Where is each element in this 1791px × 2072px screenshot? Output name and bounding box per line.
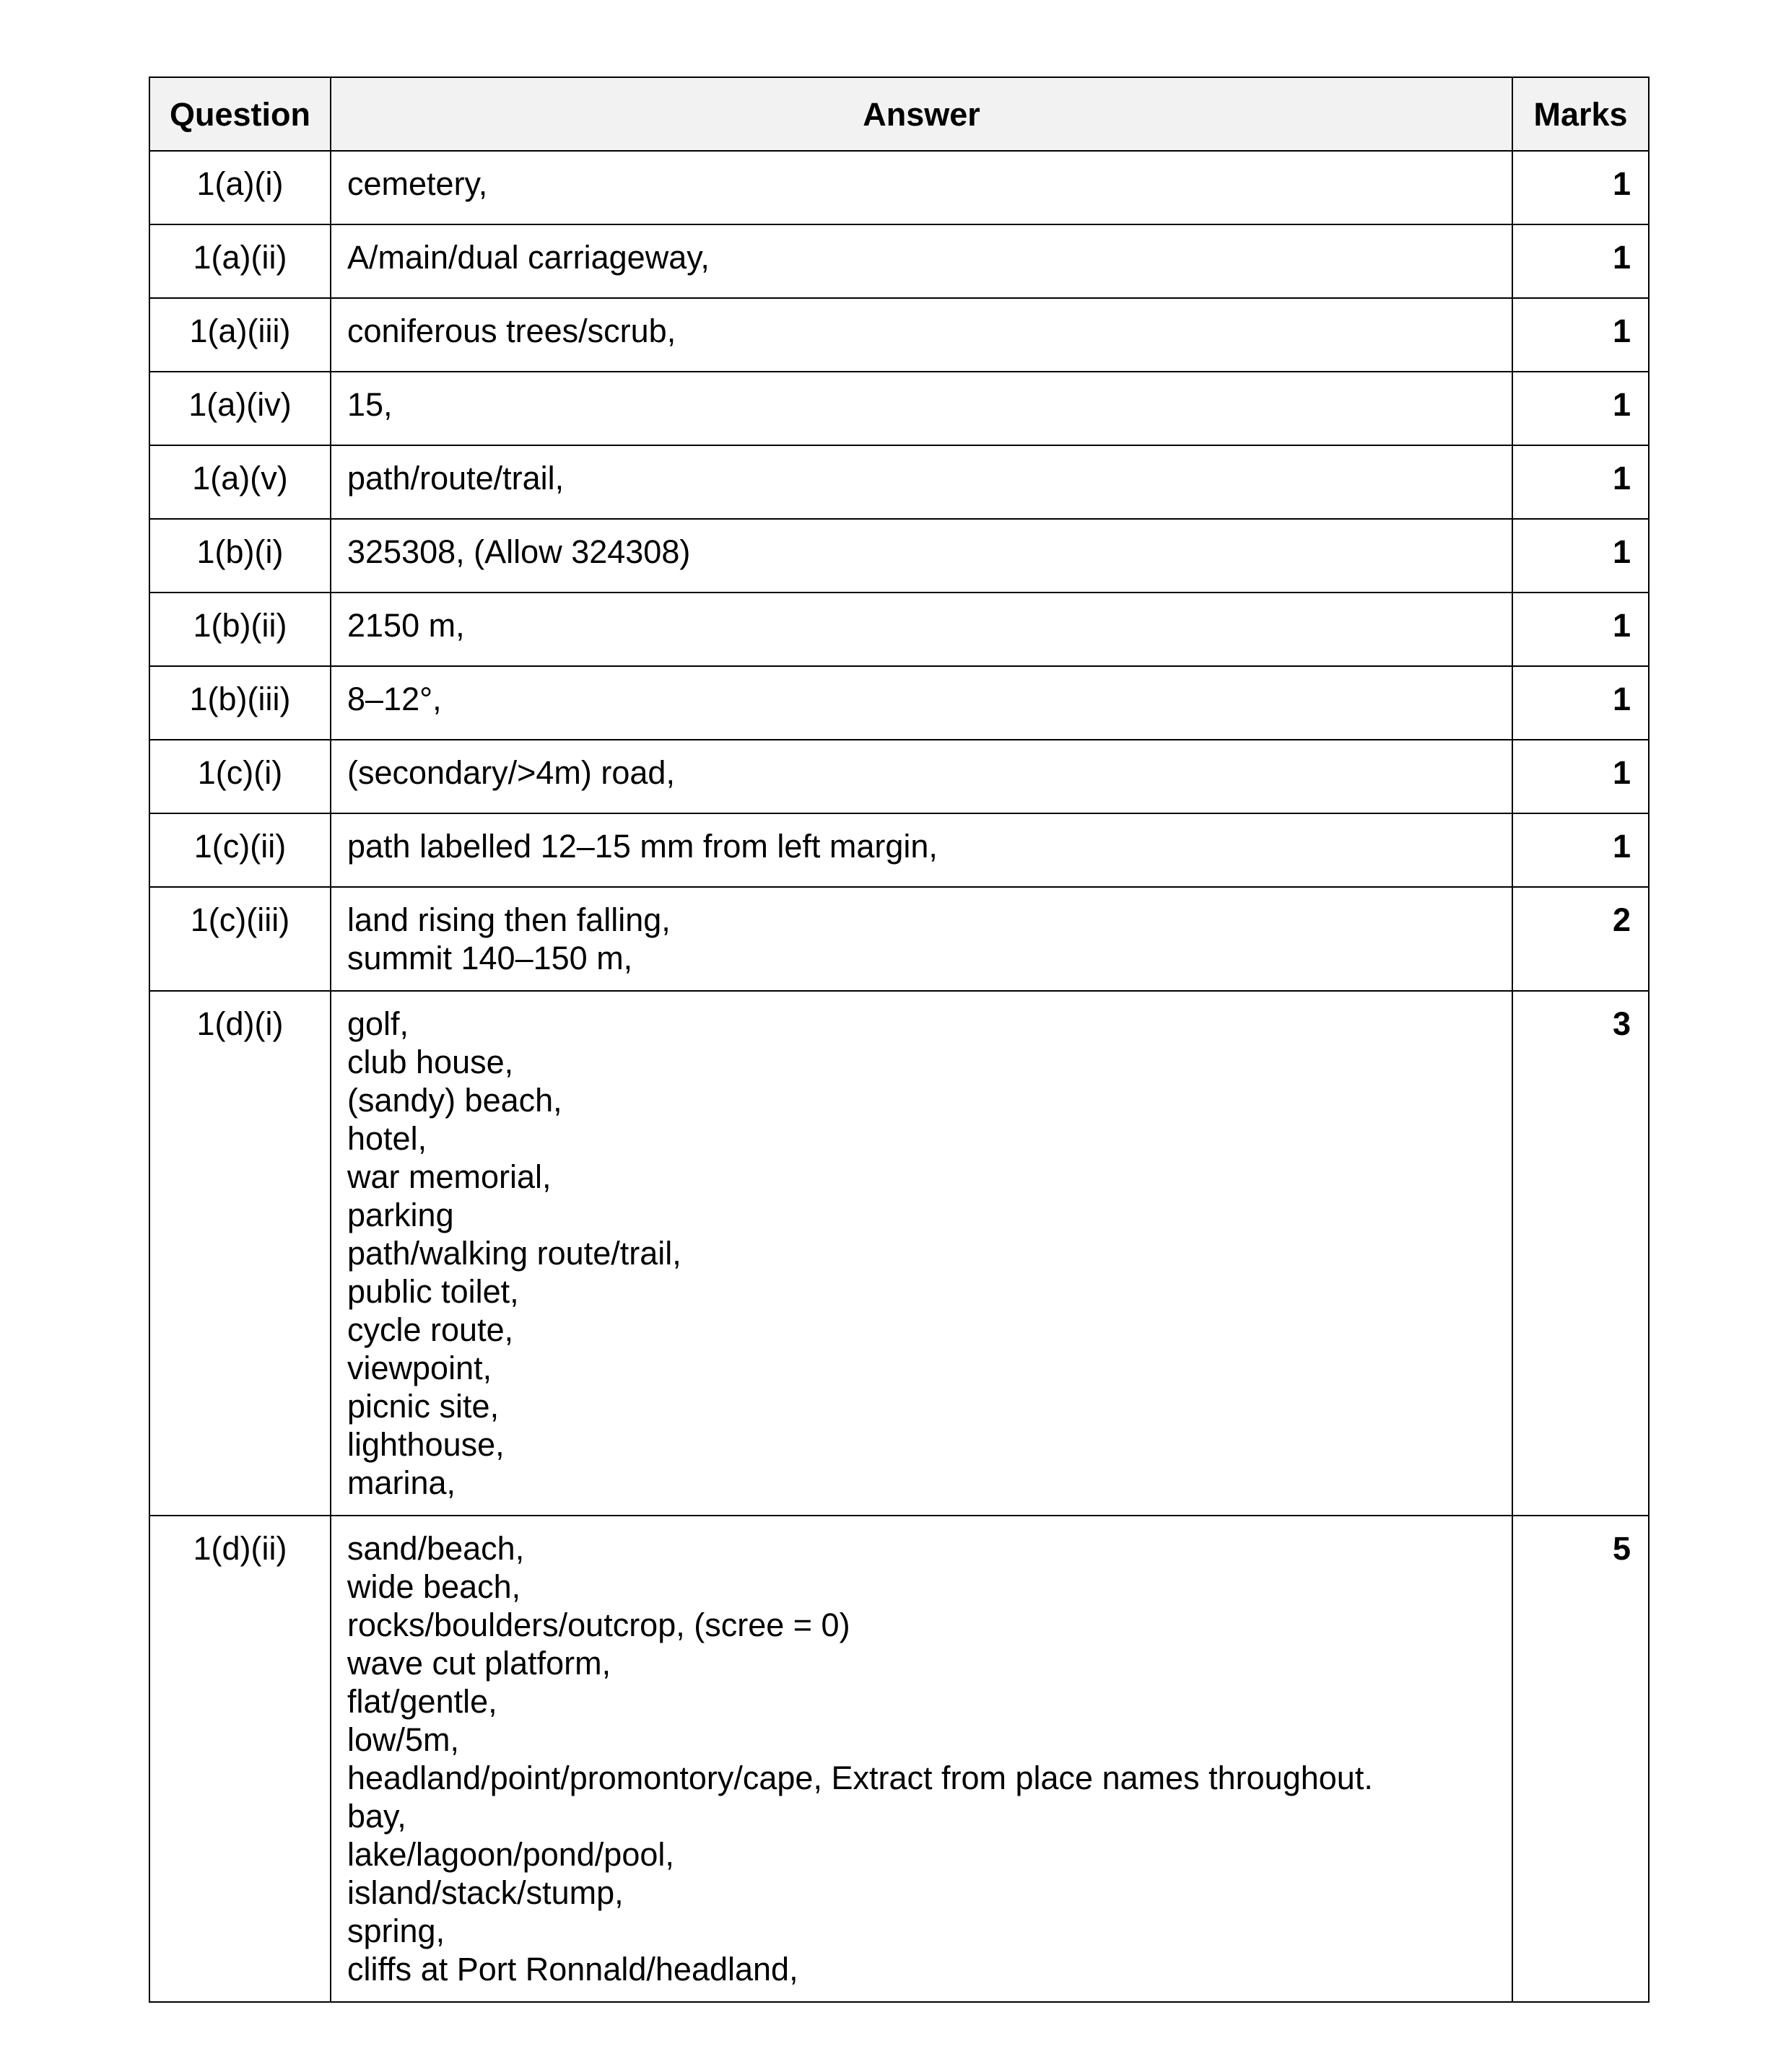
question-cell: 1(b)(i) (149, 519, 331, 593)
marks-cell: 1 (1512, 224, 1649, 298)
answer-cell (331, 151, 1512, 224)
question-cell: 1(b)(iii) (149, 666, 331, 740)
answer-line: (secondary/>4m) road, (347, 754, 675, 791)
answer-cell (331, 298, 1512, 372)
table-row (149, 372, 1649, 445)
answer-line: lake/lagoon/pond/pool, (347, 1836, 674, 1873)
table-row (149, 151, 1649, 224)
answer-line: summit 140–150 m, (347, 940, 633, 976)
answer-line: marina, (347, 1464, 456, 1501)
question-cell: 1(c)(iii) (149, 887, 331, 991)
marks-cell: 1 (1512, 740, 1649, 813)
answer-line: path/route/trail, (347, 460, 565, 497)
marks-cell: 1 (1512, 298, 1649, 372)
table-row (149, 298, 1649, 372)
marks-cell: 1 (1512, 372, 1649, 445)
answer-line: picnic site, (347, 1388, 500, 1425)
table-row (149, 445, 1649, 519)
table-row (149, 887, 1649, 991)
answer-cell (331, 991, 1512, 1516)
answer-line: lighthouse, (347, 1426, 505, 1463)
marks-cell: 2 (1512, 887, 1649, 991)
answer-line: 325308, (Allow 324308) (347, 533, 691, 570)
marks-header: Marks (1512, 77, 1649, 151)
table-row (149, 991, 1649, 1516)
marks-cell: 3 (1512, 991, 1649, 1516)
marks-cell: 1 (1512, 593, 1649, 666)
answer-cell (331, 887, 1512, 991)
answer-line: path labelled 12–15 mm from left margin, (347, 828, 938, 865)
answer-line: A/main/dual carriageway, (347, 239, 710, 276)
answer-cell (331, 813, 1512, 887)
answer-line: (sandy) beach, (347, 1082, 562, 1119)
marks-cell: 1 (1512, 813, 1649, 887)
marks-cell: 1 (1512, 666, 1649, 740)
answer-line: wide beach, (347, 1568, 521, 1605)
question-cell: 1(b)(ii) (149, 593, 331, 666)
answer-line: coniferous trees/scrub, (347, 312, 676, 349)
header-row (149, 77, 1649, 151)
answer-line: war memorial, (347, 1158, 552, 1195)
table-row (149, 666, 1649, 740)
answer-line: path/walking route/trail, (347, 1235, 681, 1272)
answer-line: sand/beach, (347, 1530, 525, 1567)
answer-line: viewpoint, (347, 1350, 492, 1386)
table-row (149, 519, 1649, 593)
answer-line: hotel, (347, 1120, 427, 1157)
answer-cell (331, 372, 1512, 445)
marks-cell: 1 (1512, 445, 1649, 519)
answer-line: 15, (347, 386, 393, 423)
marks-cell: 5 (1512, 1516, 1649, 2002)
question-cell: 1(c)(i) (149, 740, 331, 813)
answer-line: low/5m, (347, 1721, 460, 1758)
answer-line: land rising then falling, (347, 901, 671, 938)
answer-line: 8–12°, (347, 681, 442, 717)
question-cell: 1(a)(iv) (149, 372, 331, 445)
answer-line: wave cut platform, (347, 1645, 611, 1682)
question-header: Question (149, 77, 331, 151)
table-row (149, 224, 1649, 298)
question-cell: 1(d)(ii) (149, 1516, 331, 2002)
answer-line: cemetery, (347, 165, 488, 202)
marks-cell: 1 (1512, 151, 1649, 224)
answer-line: spring, (347, 1913, 445, 1949)
question-cell: 1(a)(iii) (149, 298, 331, 372)
answer-line: club house, (347, 1044, 514, 1080)
answer-line: cycle route, (347, 1311, 514, 1348)
answer-cell (331, 519, 1512, 593)
question-cell: 1(a)(v) (149, 445, 331, 519)
table-row (149, 1516, 1649, 2002)
answer-line: headland/point/promontory/cape, Extract from place names throughout. (347, 1760, 1373, 1796)
answer-line: flat/gentle, (347, 1683, 497, 1720)
mark-scheme-table (149, 77, 1650, 2003)
table-body (149, 151, 1649, 2002)
answer-cell (331, 224, 1512, 298)
answer-line: golf, (347, 1005, 409, 1042)
marks-cell: 1 (1512, 519, 1649, 593)
answer-cell (331, 1516, 1512, 2002)
table-row (149, 740, 1649, 813)
question-cell: 1(d)(i) (149, 991, 331, 1516)
answer-cell (331, 593, 1512, 666)
table-row (149, 593, 1649, 666)
question-cell: 1(c)(ii) (149, 813, 331, 887)
answer-line: cliffs at Port Ronnald/headland, (347, 1951, 798, 1988)
question-cell: 1(a)(ii) (149, 224, 331, 298)
answer-line: bay, (347, 1798, 406, 1835)
answer-line: rocks/boulders/outcrop, (scree = 0) (347, 1607, 850, 1643)
answer-cell (331, 445, 1512, 519)
answer-line: 2150 m, (347, 607, 465, 644)
answer-line: public toilet, (347, 1273, 519, 1310)
answer-cell (331, 740, 1512, 813)
answer-cell (331, 666, 1512, 740)
answer-line: island/stack/stump, (347, 1874, 624, 1911)
table-row (149, 813, 1649, 887)
question-cell: 1(a)(i) (149, 151, 331, 224)
answer-line: parking (347, 1197, 454, 1233)
answer-header: Answer (331, 77, 1512, 151)
